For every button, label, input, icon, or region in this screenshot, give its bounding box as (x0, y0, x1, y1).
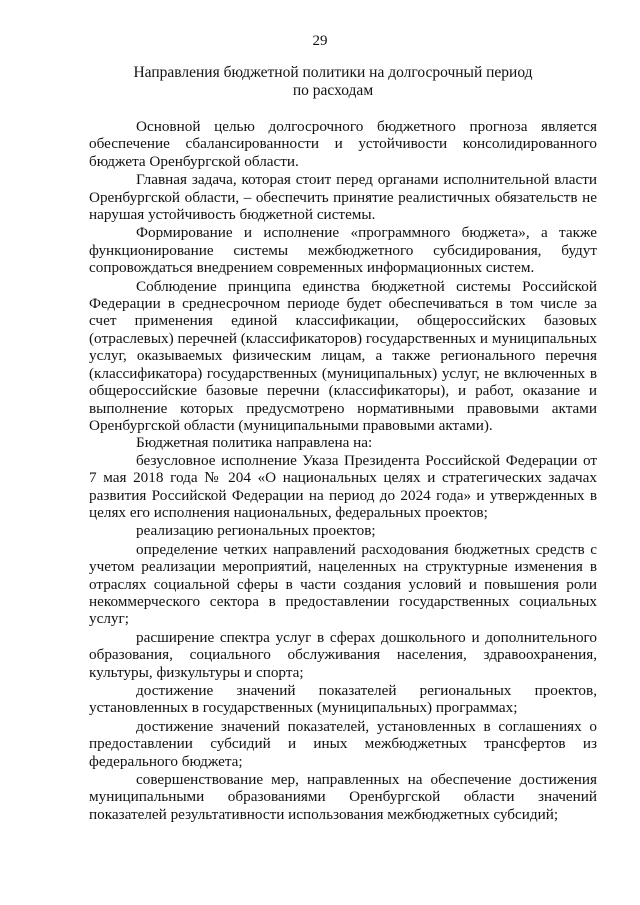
paragraph-policy-intro: Бюджетная политика направлена на: (136, 434, 373, 452)
list-item-municipal-measures: совершенствование мер, направленных на обеспечение достижения муниципальными образованиями Оренбургской области значений показателей результативности использования межбюджетных субсидий; (89, 771, 597, 823)
page-number: 29 (312, 33, 328, 49)
paragraph-program-budget: Формирование и исполнение «программного бюджета», а также функционирование системы межбюджетного субсидирования, будут сопровождаться внедрением современных информационных систем. (89, 224, 597, 277)
section-title-line-2: по расходам (292, 82, 374, 99)
list-item-spending-directions: определение четких направлений расходования бюджетных средств с учетом реализации мероприятий, нацеленных на структурные изменения в отраслях социальной сферы в части создания условий и повышения роли некоммерческого сектора в предоставлении государственных социальных услуг; (89, 540, 597, 628)
list-item-service-expansion: расширение спектра услуг в сферах дошкольного и дополнительного образования, социального обслуживания населения, здравоохранения, культуры, физкультуры и спорта; (89, 628, 597, 681)
list-item-regional-projects: реализацию региональных проектов; (136, 522, 376, 540)
list-item-decree-execution: безусловное исполнение Указа Президента Российской Федерации от 7 мая 2018 года № 204 «О национальных целях и стратегических задачах развития Российской Федерации на период до 2024 года» и утвержденных в целях его исполнения национальных, федеральных проектов; (89, 451, 597, 521)
list-item-subsidy-indicators: достижение значений показателей, установленных в соглашениях о предоставлении субсидий и иных межбюджетных трансфертов из федерального бюджета; (89, 717, 597, 770)
paragraph-budget-unity: Соблюдение принципа единства бюджетной системы Российской Федерации в среднесрочном периоде будет обеспечиваться в том числе за счет применения единой классификации, общероссийских базовых (отраслевых) перечней (классификаторов) государственных и муниципальных услуг, оказываемых физическим лицам, а также регионального перечня (классификатора) государственных (муниципальных) услуг, не включенных в общероссийские базовые перечни (классификаторы), и работ, оказание и выполнение которых предусмотрено нормативными правовыми актами Оренбургской области (муниципальными правовыми актами). (89, 277, 598, 434)
list-item-regional-indicators: достижение значений показателей региональных проектов, установленных в государственных (муниципальных) программах; (89, 682, 597, 717)
paragraph-main-goal: Основной целью долгосрочного бюджетного прогноза является обеспечение сбалансированности и устойчивости консолидированного бюджета Оренбургской области. (89, 118, 597, 170)
section-title-line-1: Направления бюджетной политики на долгосрочный период (133, 64, 533, 81)
document-body (89, 118, 597, 823)
paragraph-main-task: Главная задача, которая стоит перед органами исполнительной власти Оренбургской области, – обеспечить принятие реалистичных обязательств не нарушая устойчивость бюджетной системы. (89, 171, 597, 224)
section-title (118, 64, 548, 100)
